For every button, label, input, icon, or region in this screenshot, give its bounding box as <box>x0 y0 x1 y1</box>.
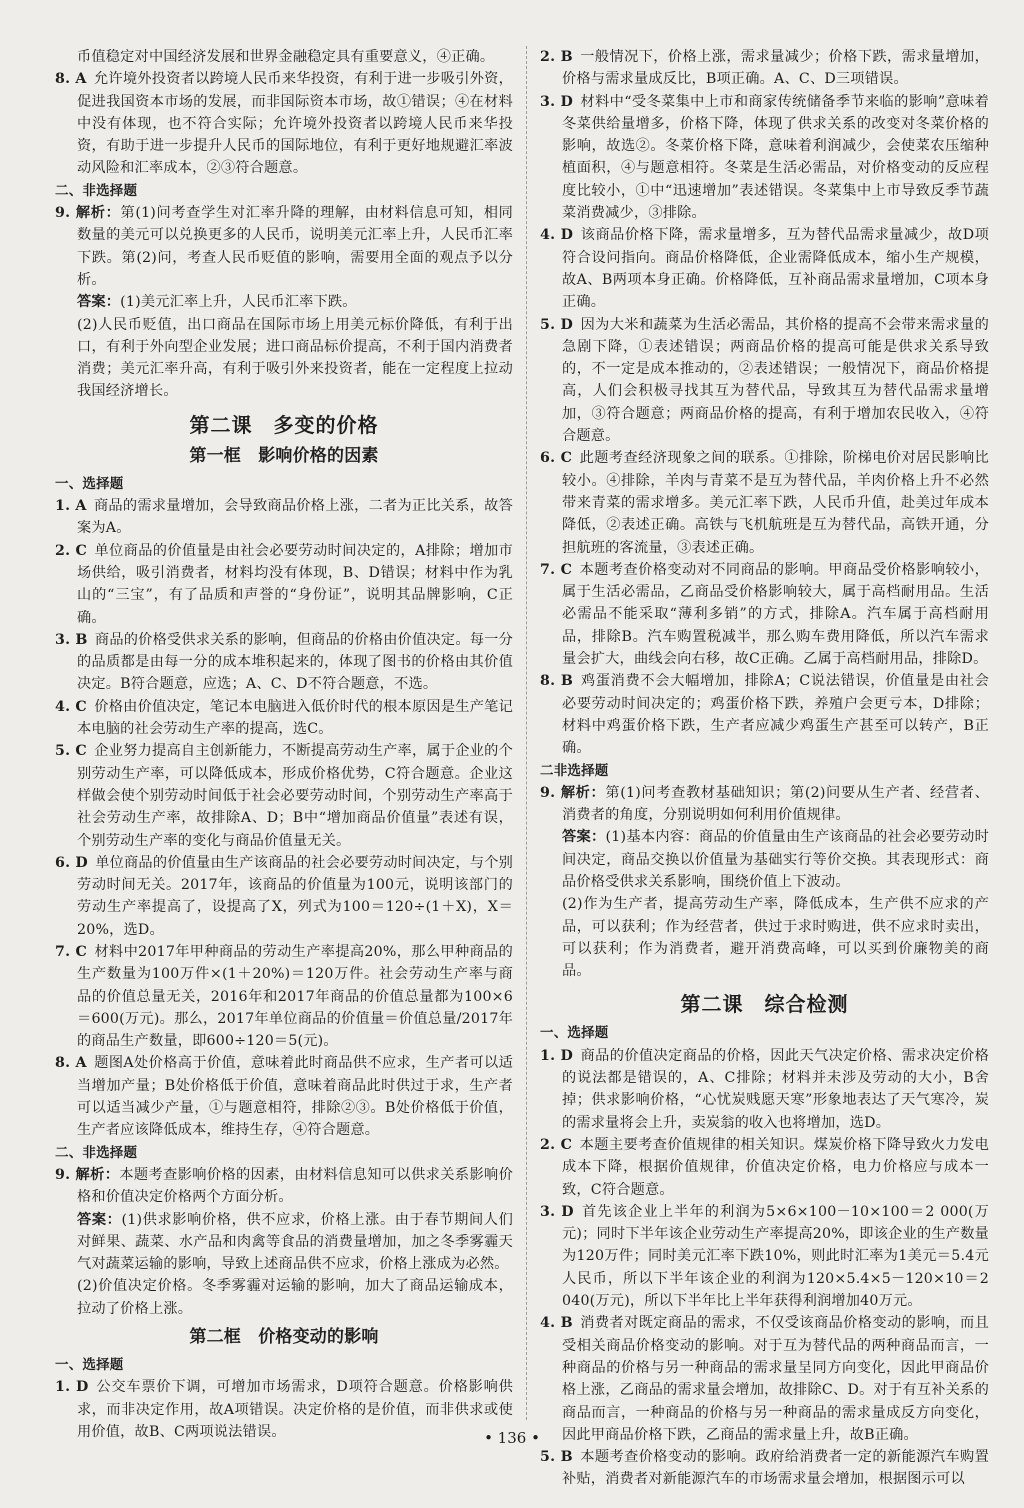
item-text: 消费者对既定商品的需求，不仅受该商品价格变动的影响，而且受相关商品价格变动的影响。对于互为替代品的两种商品而言，一种商品的价格与另一种商品的需求量呈同方向变化，因此甲商品价格上涨，乙商品的需求量会增加，故排除C、D。对于有互补关系的商品而言，一种商品的价格与另一种商品的需求量成反方向变化，因此甲商品价格下跌，乙商品的需求量上升，故B正确。 <box>562 1315 989 1443</box>
answer-label: 答案： <box>77 1211 122 1228</box>
item-number: 5. D <box>540 316 574 333</box>
frame-title: 第一框 影响价格的因素 <box>189 445 379 466</box>
item-text: 该商品价格下降，需求量增多，互为替代品需求量减少，故D项符合设问指向。商品价格降低，企业需降低成本，缩小生产规模，故A、B两项本身正确。价格降低，互补商品需求量增加，C项本身正确。 <box>562 227 990 311</box>
item-number: 6. C <box>540 450 573 467</box>
answer-paragraph: (2)人民币贬值，出口商品在国际市场上用美元标价降低，有利于出口，有利于外向型企业发展；进口商品标价提高，不利于国内消费者消费；美元汇率升高，有利于吸引外来投资者，能在一定程度上拉动我国经济增长。 <box>77 316 513 400</box>
answer-item <box>55 1052 513 1141</box>
answer-item <box>55 202 513 291</box>
item-text: 本题主要考查价值规律的相关知识。煤炭价格下降导致火力发电成本下降，根据价值规律，价值决定价格，电力价格应与成本一致，C符合题意。 <box>562 1136 990 1198</box>
column-divider <box>526 46 527 1420</box>
answer-item <box>55 696 513 741</box>
answer-item <box>540 1312 989 1446</box>
answer-item <box>540 1134 989 1201</box>
item-number: 4. D <box>540 227 574 244</box>
answer-item <box>540 1446 989 1491</box>
item-text: 材料中2017年甲种商品的劳动生产率提高20%，那么甲种商品的生产数量为100万件×(1＋20%)＝120万件。社会劳动生产率与商品的价值总量无关，2016年和2017年商品的价值总量都为100×6＝600(万元)。那么，2017年单位商品的价值量＝价值总量/2017年的商品生产数量，即600÷120＝5(元)。 <box>77 943 514 1050</box>
section-heading: 二非选择题 <box>540 762 609 779</box>
item-number: 3. D <box>540 1203 574 1220</box>
answer-item <box>55 852 513 941</box>
item-text: 第(1)问考查教材基础知识；第(2)问要从生产者、经营者、消费者的角度，分别说明如何利用价值规律。 <box>562 784 990 824</box>
lesson-title: 第二课 多变的价格 <box>189 412 379 437</box>
item-text: 商品的价格受供求关系的影响，但商品的价格由价值决定。每一分的品质都是由每一分的成本堆积起来的，体现了图书的价格由其价值决定。B符合题意，应选；A、C、D不符合题意，不选。 <box>77 631 513 693</box>
answer-paragraph: (2)作为生产者，提高劳动生产率，降低成本，生产供不应求的产品，可以获利；作为经营者，供过于求时购进，供不应求时卖出，可以获利；作为消费者，避开消费高峰，可以买到价廉物美的商品。 <box>562 896 989 980</box>
answer-item <box>55 495 513 540</box>
item-text: 商品的需求量增加，会导致商品价格上涨，二者为正比关系，故答案为A。 <box>77 498 513 537</box>
item-number: 7. C <box>55 943 88 960</box>
item-text: 公交车票价下调，可增加市场需求，D项符合题意。价格影响供求，而非决定作用，故A项错误。决定价格的是价值，而非供求或使用价值，故B、C两项说法错误。 <box>77 1379 513 1440</box>
answer-item <box>540 91 989 225</box>
item-number: 8. B <box>540 673 574 690</box>
answer-text: (1)基本内容：商品的价值量由生产该商品的社会必要劳动时间决定，商品交换以价值量为基础实行等价交换。其表现形式：商品价格受供求关系影响，围绕价值上下波动。 <box>562 829 989 890</box>
item-number: 8. A <box>55 1055 87 1072</box>
item-text: 单位商品的价值量由生产该商品的社会必要劳动时间决定，与个别劳动时间无关。2017年，该商品的价值量为100元，说明该部门的劳动生产率提高了，设提高了X，列式为100＝120÷(1＋X)，X＝20%，选D。 <box>77 854 513 938</box>
answer-item <box>540 447 989 558</box>
item-text: 首先该企业上半年的利润为5×6×100－10×100＝2 000(万元)；同时下半年该企业劳动生产率提高20%，即该企业的生产数量为120万件；同时美元汇率下跌10%，则此时汇率为1美元＝5.4元人民币，所以下半年该企业的利润为120×5.4×5－120×10＝2 040(万元)，所以下半年比上半年获得利润增加40万元。 <box>562 1203 989 1310</box>
item-number: 4. C <box>55 698 87 715</box>
answer-item <box>55 629 513 696</box>
answer-item <box>540 782 989 827</box>
item-number: 9. 解析： <box>55 205 121 222</box>
item-text: 鸡蛋消费不会大幅增加，排除A；C说法错误，价值量是由社会必要劳动时间决定的；鸡蛋价格下跌，养殖户会更亏本，D排除；材料中鸡蛋价格下跌，生产者应减少鸡蛋生产甚至可以转产，B正确。 <box>562 673 989 757</box>
answer-item <box>540 670 989 759</box>
answer-item <box>540 1201 989 1312</box>
item-number: 9. 解析： <box>55 1166 120 1183</box>
item-text: 企业努力提高自主创新能力，不断提高劳动生产率，属于企业的个别劳动生产率，可以降低成本，形成价格优势，C符合题意。企业这样做会使个别劳动时间低于社会必要劳动时间，个别劳动生产率高于社会劳动生产率，故排除A、D；B中“增加商品价值量”表述有误，个别劳动生产率的变化与商品价值量无关。 <box>77 743 513 849</box>
item-number: 5. C <box>55 743 87 760</box>
paragraph: 币值稳定对中国经济发展和世界金融稳定具有重要意义，④正确。 <box>77 49 495 65</box>
frame-title: 第二框 价格变动的影响 <box>189 1327 379 1348</box>
answer-item <box>55 1164 513 1209</box>
item-text: 本题考查价格变动的影响。政府给消费者一定的新能源汽车购置补贴，消费者对新能源汽车的市场需求量会增加，根据图示可以 <box>562 1449 989 1488</box>
answer-item <box>55 740 513 851</box>
item-number: 1. A <box>55 498 87 515</box>
item-text: 材料中“受冬菜集中上市和商家传统储备季节来临的影响”意味着冬菜供给量增多，价格下降，体现了供求关系的改变对冬菜价格的影响，故选②。冬菜价格下降，意味着利润减少，会使菜农压缩种植面积，④与题意相符。冬菜是生活必需品，对价格变动的反应程度比较小，①中“迅速增加”表述错误。冬菜集中上市导致反季节蔬菜消费减少，③排除。 <box>562 93 990 222</box>
item-number: 4. B <box>540 1315 573 1332</box>
item-text: 题图A处价格高于价值，意味着此时商品供不应求，生产者可以适当增加产量；B处价格低于价值，意味着商品此时供过于求，生产者可以适当减少产量，①与题意相符，排除②③。B处价格低于价值，生产者应该降低成本，维持生存，④符合题意。 <box>77 1055 513 1139</box>
item-text: 本题考查影响价格的因素，由材料信息知可以供求关系影响价格和价值决定价格两个方面分析。 <box>77 1166 514 1206</box>
item-text: 本题考查价格变动对不同商品的影响。甲商品受价格影响较小，属于生活必需品，乙商品受价格影响较大，属于高档耐用品。生活必需品不能采取“薄利多销”的方式，排除A。汽车属于高档耐用品，排除B。汽车购置税减半，那么购车费用降低，所以汽车需求量会扩大，曲线会向右移，故C正确。乙属于高档耐用品，排除D。 <box>562 561 990 668</box>
item-text: 第(1)问考查学生对汇率升降的理解，由材料信息可知，相同数量的美元可以兑换更多的人民币，说明美元汇率上升，人民币汇率下跌。第(2)问，考查人民币贬值的影响，需要用全面的观点予以分析。 <box>77 205 514 288</box>
answer-paragraph: (2)价值决定价格。冬季雾霾对运输的影响，加大了商品运输成本，拉动了价格上涨。 <box>77 1278 513 1317</box>
item-number: 3. B <box>55 631 88 648</box>
item-number: 1. D <box>55 1379 89 1396</box>
answer-label: 答案： <box>562 829 606 846</box>
item-number: 2. C <box>540 1136 573 1153</box>
section-heading: 一、选择题 <box>55 475 124 492</box>
item-number: 5. B <box>540 1449 573 1466</box>
item-number: 6. D <box>55 854 88 871</box>
answer-item <box>540 224 989 313</box>
item-text: 单位商品的价值量是由社会必要劳动时间决定的，A排除；增加市场供给，吸引消费者，材料均没有体现，B、D错误；材料中作为乳山的“三宝”，有了品质和声誉的“身份证”，说明其品牌影响，C正确。 <box>77 542 513 626</box>
right-column <box>540 46 989 1491</box>
item-number: 9. 解析： <box>540 784 606 801</box>
item-number: 3. D <box>540 93 574 110</box>
item-number: 7. C <box>540 561 573 578</box>
answer-item <box>540 46 989 91</box>
answer-label: 答案： <box>77 294 121 311</box>
item-text: 一般情况下，价格上涨，需求量减少；价格下跌，需求量增加，价格与需求量成反比，B项正确。A、C、D三项错误。 <box>562 49 989 88</box>
item-number: 1. D <box>540 1047 574 1064</box>
page-number: • 136 • <box>484 1429 540 1447</box>
item-text: 允许境外投资者以跨境人民币来华投资，有利于进一步吸引外资，促进我国资本市场的发展，而非国际资本市场，故①错误；④在材料中没有体现，也不符合实际；允许境外投资者以跨境人民币来华投资，有助于进一步提升人民币的国际地位，有利于更好地规避汇率波动风险和汇率成本，②③符合题意。 <box>77 71 513 177</box>
answer-item <box>540 1045 989 1134</box>
item-text: 因为大米和蔬菜为生活必需品，其价格的提高不会带来需求量的急剧下降，①表述错误；两商品价格的提高可能是供求关系导致的，不一定是成本推动的，②表述错误；一般情况下，商品价格提高，人们会积极寻找其互为替代品，导致其互为替代品需求量增加，③符合题意；两商品价格的提高，有利于增加农民收入，④符合题意。 <box>562 316 989 445</box>
answer-text: (1)美元汇率上升，人民币汇率下跌。 <box>120 294 357 311</box>
item-text: 此题考查经济现象之间的联系。①排除，阶梯电价对居民影响比较小。④排除，羊肉与青菜不是互为替代品，羊肉价格上升不必然带来青菜的需求增多。美元汇率下跌，人民币升值，赴美过年成本降低，②表述正确。高铁与飞机航班是互为替代品，高铁开通，分担航班的客流量，③表述正确。 <box>562 450 990 556</box>
answer-text: (1)供求影响价格，供不应求，价格上涨。由于春节期间人们对鲜果、蔬菜、水产品和肉禽等食品的消费量增加，加之冬季雾霾天气对蔬菜运输的影响，导致上述商品供不应求，价格上涨成为必然。 <box>77 1211 513 1273</box>
answer-paragraph <box>540 826 989 893</box>
answer-item <box>55 540 513 629</box>
item-text: 价格由价值决定，笔记本电脑进入低价时代的根本原因是生产笔记本电脑的社会劳动生产率的提高，选C。 <box>77 698 513 738</box>
section-heading: 二、非选择题 <box>55 182 138 199</box>
answer-item <box>55 68 513 179</box>
answer-item <box>540 559 989 670</box>
section-heading: 一、选择题 <box>55 1357 124 1374</box>
section-heading: 二、非选择题 <box>55 1144 138 1161</box>
section-heading: 一、选择题 <box>540 1025 609 1042</box>
answer-paragraph <box>55 291 513 313</box>
item-number: 2. C <box>55 542 88 559</box>
left-column <box>55 46 513 1443</box>
answer-item <box>55 941 513 1052</box>
answer-paragraph <box>55 1209 513 1276</box>
item-number: 2. B <box>540 49 573 65</box>
answer-item <box>540 314 989 448</box>
item-text: 商品的价值决定商品的价格，因此天气决定价格、需求决定价格的说法都是错误的，A、C排除；材料并未涉及劳动的大小，B舍掉；供求影响价格，“心忧炭贱愿天寒”形象地表达了天气寒冷，炭的需求量将会上升，卖炭翁的收入也将增加，选D。 <box>562 1047 989 1131</box>
lesson-test-title: 第二课 综合检测 <box>680 992 849 1017</box>
item-number: 8. A <box>55 71 87 88</box>
